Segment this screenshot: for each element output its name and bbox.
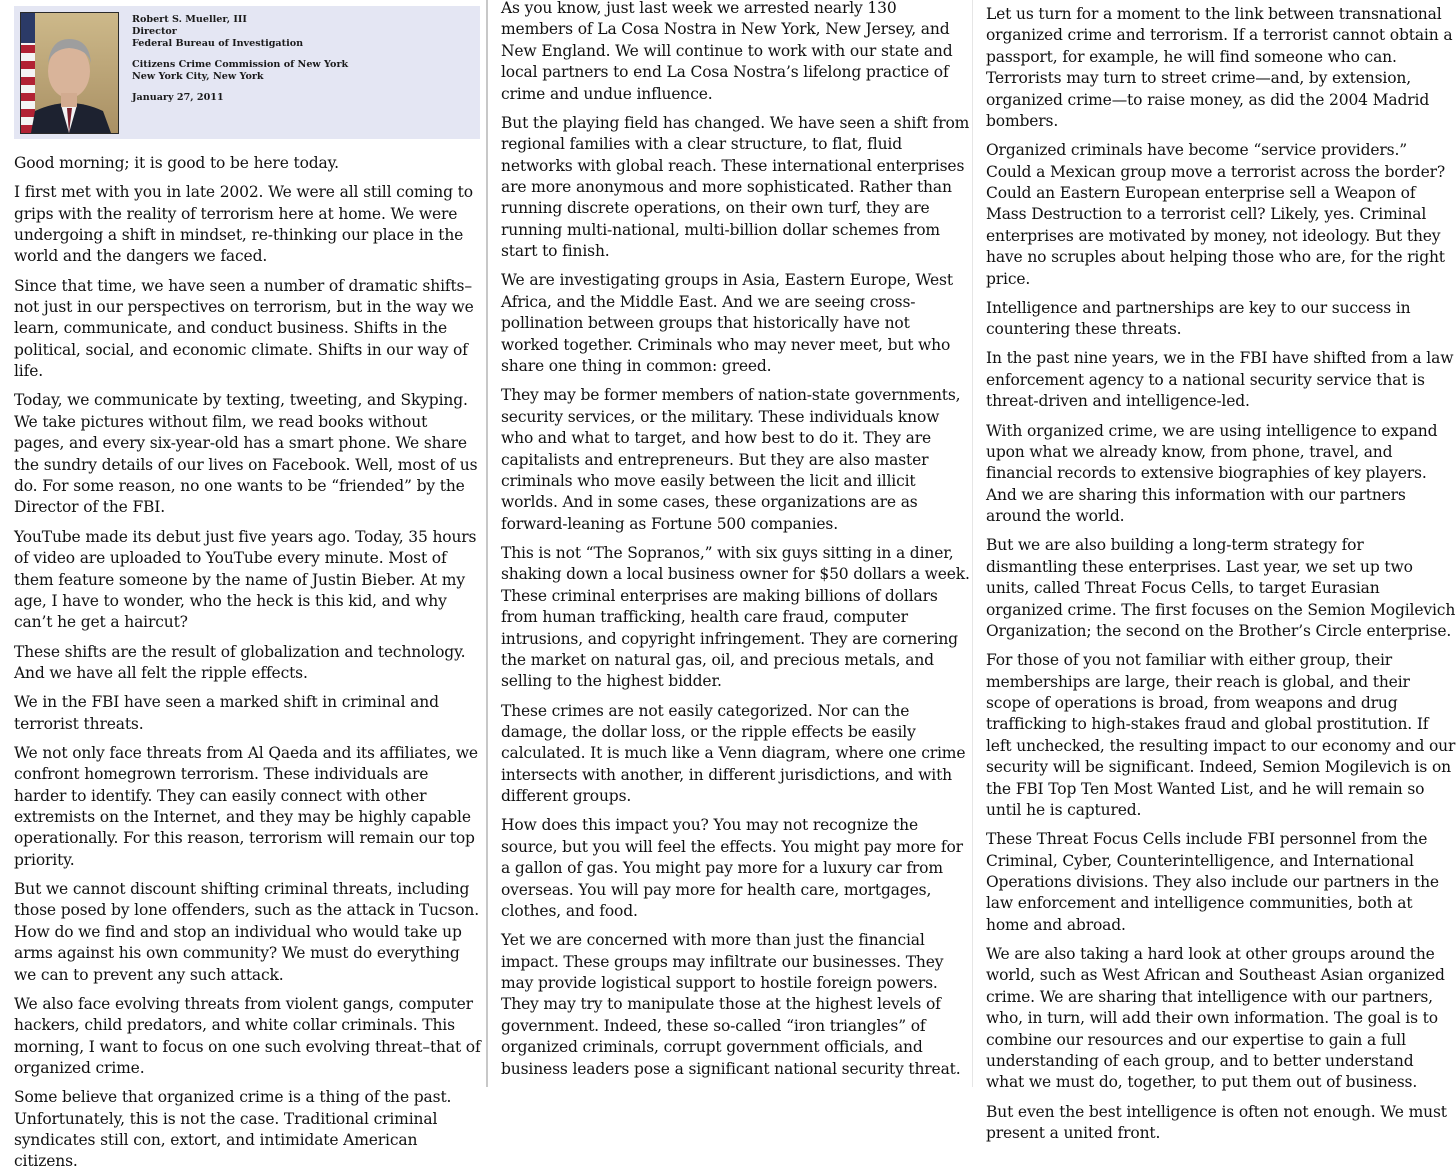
paragraph: Good morning; it is good to be here today. xyxy=(14,154,339,172)
speaker-header xyxy=(14,6,480,139)
column-3 xyxy=(972,0,1456,1143)
paragraph: We also face evolving threats from violent gangs, computer hackers, child predators, and white collar criminals. This morning, I want to focus on one such evolving threat–that of organized crime. xyxy=(14,994,481,1078)
event-location: New York City, New York xyxy=(132,71,264,82)
paragraph: As you know, just last week we arrested nearly 130 members of La Cosa Nostra in New York, New Jersey, and New England. We will continue to work with our state and local partners to end La Cosa Nostra’s lifelong practice of crime and undue influence. xyxy=(501,0,953,103)
paragraph: In the past nine years, we in the FBI have shifted from a law enforcement agency to a national security service that is threat-driven and intelligence-led. xyxy=(986,349,1454,411)
paragraph: Let us turn for a moment to the link between transnational organized crime and terrorism. If a terrorist cannot obtain a passport, for example, he will find someone who can. Terrorists may turn to street crime—and, by extension, organized crime—to raise money, as did the 2004 Madrid bombers. xyxy=(986,5,1453,131)
paragraph: These crimes are not easily categorized. Nor can the damage, the dollar loss, or the ripple effects be easily calculated. It is much like a Venn diagram, where one crime intersects with another, in different jurisdictions, and with different groups. xyxy=(501,701,966,806)
column-2 xyxy=(486,0,972,1087)
column-3-text xyxy=(986,4,1456,1144)
speech-date: January 27, 2011 xyxy=(132,92,224,103)
paragraph: Yet we are concerned with more than just the financial impact. These groups may infiltrate our businesses. They may provide logistical support to hostile foreign powers. They may try to manipulate those at the highest levels of government. Indeed, these so-called “iron triangles” of organized criminals, corrupt government officials, and business leaders pose a significant national security threat. xyxy=(501,931,961,1078)
speaker-portrait xyxy=(20,12,119,134)
paragraph: For those of you not familiar with either group, their memberships are large, their reach is global, and their scope of operations is broad, from weapons and drug trafficking to high-stakes fraud and global prostitution. If left unchecked, the resulting impact to our economy and our security will be significant. Indeed, Semion Mogilevich is on the FBI Top Ten Most Wanted List, and he will remain so until he is captured. xyxy=(986,651,1456,819)
event-name: Citizens Crime Commission of New York xyxy=(132,59,349,70)
paragraph: Since that time, we have seen a number of dramatic shifts–not just in our perspectives on terrorism, but in the way we learn, communicate, and conduct business. Shifts in the political, social, and economic climate. Shifts in our way of life. xyxy=(14,276,474,381)
paragraph: YouTube made its debut just five years ago. Today, 35 hours of video are uploaded to YouTube every minute. Most of them feature someone by the name of Justin Bieber. At my age, I have to wonder, who the heck is this kid, and why can’t he get a haircut? xyxy=(14,527,477,632)
paragraph: I first met with you in late 2002. We were all still coming to grips with the reality of terrorism here at home. We were undergoing a shift in mindset, re-thinking our place in the world and the dangers we faced. xyxy=(14,183,473,266)
column-2-text xyxy=(501,0,972,1080)
paragraph: We not only face threats from Al Qaeda and its affiliates, we confront homegrown terrorism. These individuals are harder to identify. They can easily connect with other extremists on the Internet, and they may be highly capable operationally. For this reason, terrorism will remain our top priority. xyxy=(14,743,478,869)
paragraph: Intelligence and partnerships are key to our success in countering these threats. xyxy=(986,298,1411,339)
paragraph: But we cannot discount shifting criminal threats, including those posed by lone offenders, such as the attack in Tucson. How do we find and stop an individual who would take up arms against his own community? We must do everything we can to prevent any such attack. xyxy=(14,879,480,984)
paragraph: These Threat Focus Cells include FBI personnel from the Criminal, Cyber, Counterintelligence, and International Operations divisions. They also include our partners in the law enforcement and intelligence communities, both at home and abroad. xyxy=(986,830,1439,934)
speaker-name: Robert S. Mueller, III xyxy=(132,14,247,25)
paragraph: But we are also building a long-term strategy for dismantling these enterprises. Last year, we set up two units, called Threat Focus Cells, to target Eurasian organized crime. The first focuses on the Semion Mogilevich Organization; the second on the Brother’s Circle enterprise. xyxy=(986,536,1456,640)
column-1-text xyxy=(14,153,486,1173)
paragraph: Some believe that organized crime is a thing of the past. Unfortunately, this is not the case. Traditional criminal syndicates still con, extort, and intimidate American citizens. xyxy=(14,1088,452,1171)
paragraph: Organized criminals have become “service providers.” Could a Mexican group move a terrorist across the border? Could an Eastern European enterprise sell a Weapon of Mass Destruction to a terrorist cell? Likely, yes. Criminal enterprises are motivated by money, not ideology. But they have no scruples about helping those who are, for the right price. xyxy=(986,141,1446,288)
paragraph: How does this impact you? You may not recognize the source, but you will feel the effects. You might pay more for a gallon of gas. You might pay more for a luxury car from overseas. You will pay more for health care, mortgages, clothes, and food. xyxy=(501,816,963,921)
column-1 xyxy=(0,0,486,1171)
paragraph: They may be former members of nation-state governments, security services, or the military. These individuals know who and what to target, and how best to do it. They are capitalists and entrepreneurs. But they are also master criminals who move easily between the licit and illicit worlds. And in some cases, these organizations are as forward-leaning as Fortune 500 companies. xyxy=(501,386,961,533)
paragraph: With organized crime, we are using intelligence to expand upon what we already know, from phone, travel, and financial records to extensive biographies of key players. And we are sharing this information with our partners around the world. xyxy=(986,421,1438,526)
paragraph: Today, we communicate by texting, tweeting, and Skyping. We take pictures without film, we read books without pages, and every six-year-old has a smart phone. We share the sundry details of our lives on Facebook. Well, most of us do. For some reason, no one wants to be “friended” by the Director of the FBI. xyxy=(14,391,478,517)
paragraph: We are investigating groups in Asia, Eastern Europe, West Africa, and the Middle East. And we are seeing cross-pollination between groups that historically have not worked together. Criminals who may never meet, but who share one thing in common: greed. xyxy=(501,271,953,376)
paragraph: This is not “The Sopranos,” with six guys sitting in a diner, shaking down a local business owner for $50 dollars a week. These criminal enterprises are making billions of dollars from human trafficking, health care fraud, computer intrusions, and copyright infringement. They are cornering the market on natural gas, oil, and precious metals, and selling to the highest bidder. xyxy=(501,543,970,691)
speaker-title: Director xyxy=(132,26,177,37)
paragraph: These shifts are the result of globalization and technology. And we have all felt the ripple effects. xyxy=(14,642,466,682)
speaker-info xyxy=(132,14,348,104)
paragraph: But the playing field has changed. We have seen a shift from regional families with a clear structure, to flat, fluid networks with global reach. These international enterprises are more anonymous and more sophisticated. Rather than running discrete operations, on their own turf, they are running multi-national, multi-billion dollar schemes from start to finish. xyxy=(501,113,970,261)
portrait-figure xyxy=(21,13,118,133)
paragraph: We are also taking a hard look at other groups around the world, such as West African and Southeast Asian organized crime. We are sharing that intelligence with our partners, who, in turn, will add their own information. The goal is to combine our resources and our expertise to gain a full understanding of each group, and to better understand what we must do, together, to put them out of business. xyxy=(986,945,1445,1092)
paragraph: We in the FBI have seen a marked shift in criminal and terrorist threats. xyxy=(14,693,439,733)
paragraph: But even the best intelligence is often not enough. We must present a united front. xyxy=(986,1102,1447,1143)
speaker-agency: Federal Bureau of Investigation xyxy=(132,38,304,49)
